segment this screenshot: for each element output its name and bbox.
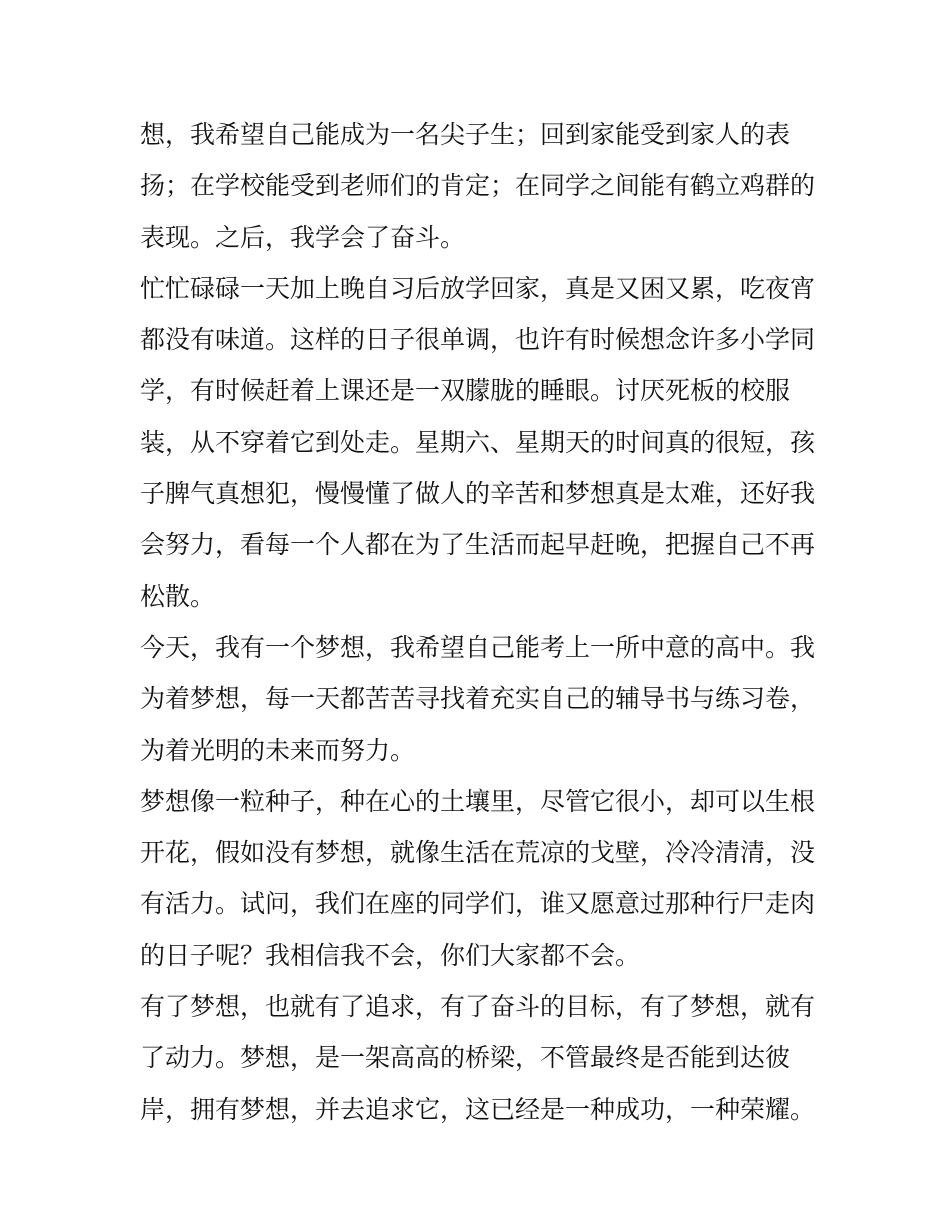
text-line: 表现。之后，我学会了奋斗。 (140, 222, 466, 252)
text-line: 梦想像一粒种子，种在心的土壤里，尽管它很小，却可以生根 (140, 786, 816, 816)
text-line: 了动力。梦想，是一架高高的桥梁，不管最终是否能到达彼 (140, 1043, 791, 1073)
text-line: 松散。 (140, 581, 216, 611)
text-line: 今天，我有一个梦想，我希望自己能考上一所中意的高中。我 (140, 632, 816, 662)
text-line: 为着梦想，每一天都苦苦寻找着充实自己的辅导书与练习卷， (140, 684, 816, 714)
text-line: 学，有时候赶着上课还是一双朦胧的睡眼。讨厌死板的校服 (140, 376, 791, 406)
text-line: 忙忙碌碌一天加上晚自习后放学回家，真是又困又累，吃夜宵 (140, 273, 816, 303)
text-line: 的日子呢？我相信我不会，你们大家都不会。 (140, 940, 641, 970)
text-line: 有活力。试问，我们在座的同学们，谁又愿意过那种行尸走肉 (140, 889, 816, 919)
text-line: 装，从不穿着它到处走。星期六、星期天的时间真的很短，孩 (140, 427, 816, 457)
text-line: 岸，拥有梦想，并去追求它，这已经是一种成功，一种荣耀。 (140, 1094, 816, 1124)
text-line: 为着光明的未来而努力。 (140, 735, 416, 765)
text-line: 会努力，看每一个人都在为了生活而起早赶晚，把握自己不再 (140, 530, 816, 560)
text-line: 子脾气真想犯，慢慢懂了做人的辛苦和梦想真是太难，还好我 (140, 479, 816, 509)
text-line: 开花，假如没有梦想，就像生活在荒凉的戈壁，冷冷清清，没 (140, 838, 816, 868)
text-line: 有了梦想，也就有了追求，有了奋斗的目标，有了梦想，就有 (140, 992, 816, 1022)
text-line: 都没有味道。这样的日子很单调，也许有时候想念许多小学同 (140, 325, 816, 355)
text-line: 扬；在学校能受到老师们的肯定；在同学之间能有鹤立鸡群的 (140, 171, 816, 201)
text-line: 想，我希望自己能成为一名尖子生；回到家能受到家人的表 (140, 120, 791, 149)
document-body-text (140, 109, 820, 1135)
